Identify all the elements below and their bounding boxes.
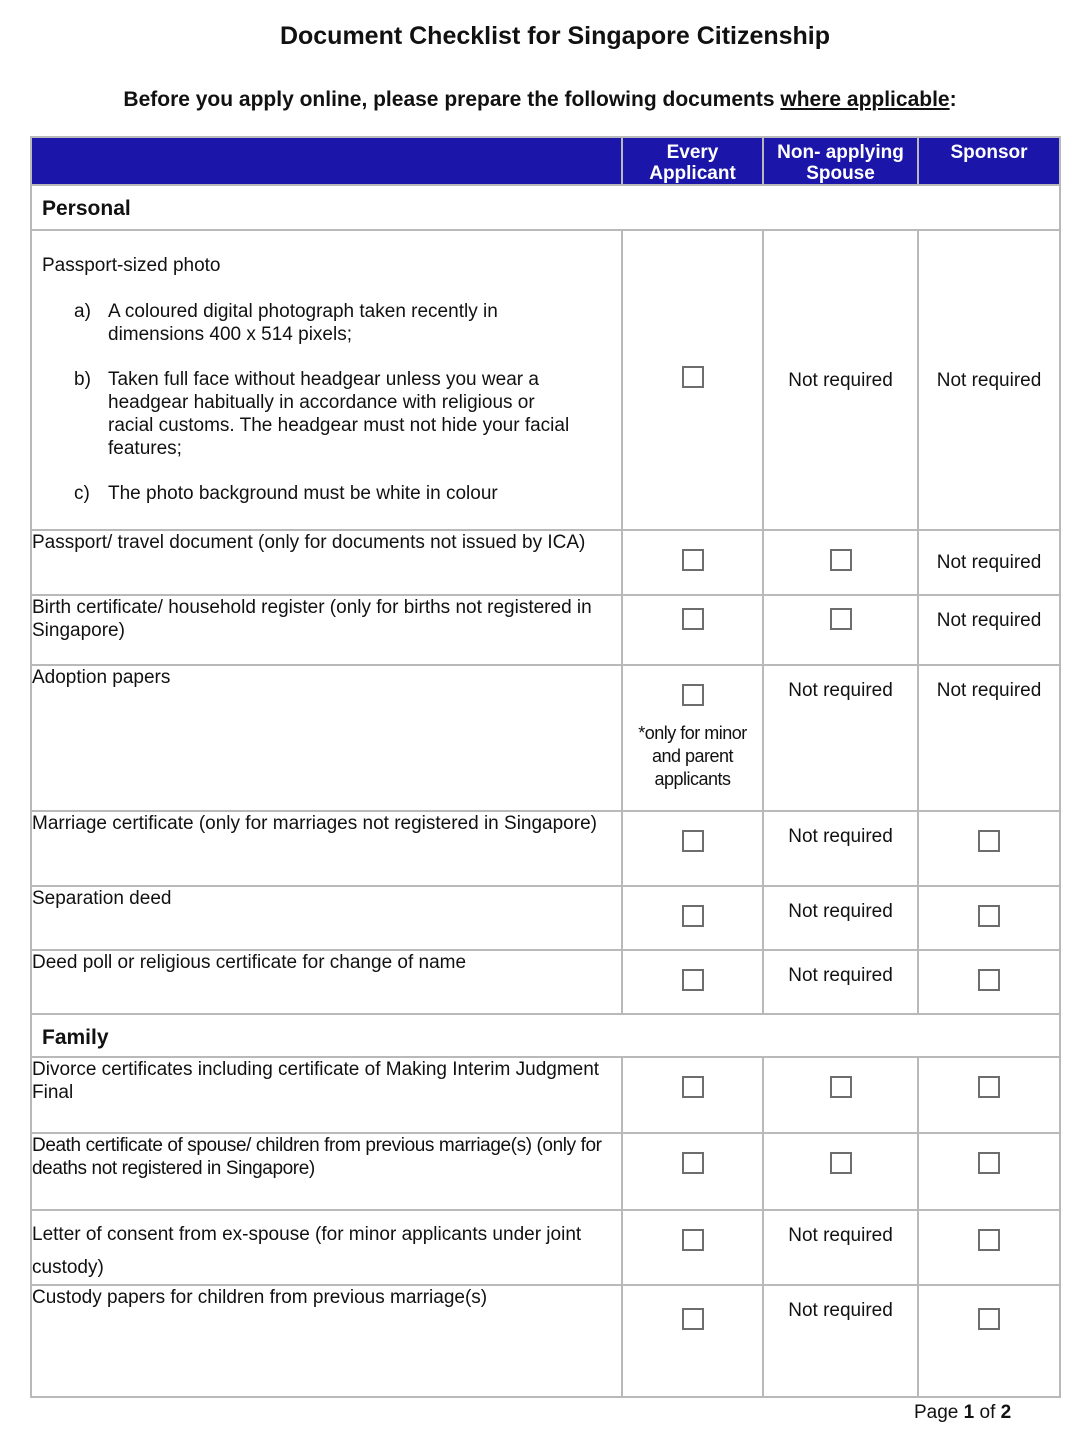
doc-deed-poll: Deed poll or religious certificate for change of name	[31, 950, 622, 1014]
checkbox[interactable]	[682, 1308, 704, 1330]
checkbox[interactable]	[978, 1076, 1000, 1098]
doc-adoption-papers: Adoption papers	[31, 665, 622, 811]
header-document	[31, 137, 622, 185]
cell-every-applicant	[622, 1057, 763, 1133]
doc-separation-deed: Separation deed	[31, 886, 622, 950]
not-required-text: Not required	[788, 901, 893, 922]
total-pages: 2	[1000, 1402, 1012, 1423]
cell-spouse	[763, 665, 918, 811]
instructions-colon: :	[949, 88, 957, 111]
list-letter: b)	[74, 369, 91, 390]
cell-sponsor	[918, 1133, 1060, 1210]
not-required-text: Not required	[788, 369, 893, 391]
not-required-text: Not required	[788, 680, 893, 701]
section-row	[31, 185, 1060, 230]
cell-spouse	[763, 950, 918, 1014]
cell-every-applicant	[622, 1285, 763, 1397]
table-row	[31, 1285, 1060, 1397]
page-title: Document Checklist for Singapore Citizenship	[279, 22, 831, 50]
cell-sponsor	[918, 1057, 1060, 1133]
header-every-applicant: Every Applicant	[622, 137, 763, 185]
not-required-text: Not required	[936, 552, 1042, 573]
header-sponsor: Sponsor	[918, 137, 1060, 185]
cell-sponsor	[918, 665, 1060, 811]
checkbox[interactable]	[682, 549, 704, 571]
doc-death-certificate	[31, 1133, 622, 1210]
cell-sponsor	[918, 1210, 1060, 1285]
checkbox[interactable]	[682, 969, 704, 991]
checkbox[interactable]	[682, 1152, 704, 1174]
doc-birth-certificate: Birth certificate/ household register (only for births not registered in Singapore)	[31, 595, 622, 665]
not-required-text: Not required	[936, 610, 1042, 631]
instructions-text: Before you apply online, please prepare the following documents	[123, 88, 781, 111]
list-text: Taken full face without headgear unless you wear a headgear habitually in accordance with religious or racial customs. The headgear must not hide your facial features;	[108, 369, 570, 459]
cell-sponsor	[918, 1285, 1060, 1397]
cell-spouse	[763, 811, 918, 886]
photo-requirement-c	[74, 482, 609, 505]
cell-spouse	[763, 530, 918, 595]
page-word: Page	[914, 1402, 959, 1423]
table-row	[31, 886, 1060, 950]
instructions-emphasis: where applicable	[780, 88, 950, 111]
cell-sponsor	[918, 530, 1060, 595]
photo-requirement-b	[74, 368, 609, 460]
doc-letter-of-consent: Letter of consent from ex-spouse (for minor applicants under joint custody)	[31, 1210, 622, 1285]
doc-label: Passport-sized photo	[42, 255, 221, 276]
section-family: Family	[31, 1014, 1060, 1057]
table-row	[31, 1210, 1060, 1285]
instructions	[0, 88, 1080, 112]
cell-sponsor	[918, 886, 1060, 950]
cell-every-applicant	[622, 950, 763, 1014]
cell-every-applicant	[622, 886, 763, 950]
list-text: A coloured digital photograph taken recently in dimensions 400 x 514 pixels;	[108, 301, 498, 345]
doc-passport: Passport/ travel document (only for documents not issued by ICA)	[31, 530, 622, 595]
checkbox[interactable]	[682, 905, 704, 927]
cell-every-applicant	[622, 1133, 763, 1210]
list-text: The photo background must be white in colour	[108, 483, 498, 504]
not-required-text: Not required	[788, 1225, 893, 1246]
checkbox[interactable]	[682, 1076, 704, 1098]
not-required-text: Not required	[788, 1300, 893, 1321]
cell-spouse	[763, 1057, 918, 1133]
table-header-row	[31, 137, 1060, 185]
checkbox[interactable]	[830, 549, 852, 571]
cell-spouse	[763, 1210, 918, 1285]
checkbox[interactable]	[978, 969, 1000, 991]
current-page: 1	[963, 1402, 975, 1423]
cell-every-applicant	[622, 1210, 763, 1285]
checkbox[interactable]	[830, 1152, 852, 1174]
cell-sponsor	[918, 950, 1060, 1014]
checkbox[interactable]	[682, 366, 704, 388]
list-letter: a)	[74, 301, 91, 322]
checkbox[interactable]	[978, 830, 1000, 852]
cell-spouse	[763, 595, 918, 665]
checkbox[interactable]	[978, 1229, 1000, 1251]
cell-every-applicant	[622, 530, 763, 595]
doc-custody-papers: Custody papers for children from previous marriage(s)	[31, 1285, 622, 1397]
checkbox[interactable]	[830, 608, 852, 630]
checkbox[interactable]	[682, 1229, 704, 1251]
checkbox[interactable]	[830, 1076, 852, 1098]
photo-requirement-a	[74, 300, 609, 346]
table-row	[31, 1133, 1060, 1210]
table-row	[31, 811, 1060, 886]
table-row	[31, 595, 1060, 665]
doc-divorce-certificates: Divorce certificates including certificate of Making Interim Judgment Final	[31, 1057, 622, 1133]
cell-spouse	[763, 230, 918, 530]
cell-sponsor	[918, 230, 1060, 530]
checkbox[interactable]	[978, 1152, 1000, 1174]
cell-every-applicant	[622, 811, 763, 886]
table-row	[31, 1057, 1060, 1133]
checklist-table	[30, 136, 1061, 1398]
section-personal: Personal	[31, 185, 1060, 230]
checkbox[interactable]	[682, 684, 704, 706]
doc-text: Death certificate of spouse/ children from previous marriage(s) (only for deaths not registered in Singapore)	[32, 1135, 602, 1179]
of-word: of	[979, 1402, 996, 1423]
cell-every-applicant	[622, 230, 763, 530]
not-required-text: Not required	[936, 680, 1042, 701]
cell-spouse	[763, 1133, 918, 1210]
cell-spouse	[763, 1285, 918, 1397]
adoption-note: *only for minor and parent applicants	[638, 723, 747, 789]
not-required-text: Not required	[788, 965, 893, 986]
table-row	[31, 950, 1060, 1014]
cell-every-applicant	[622, 595, 763, 665]
cell-every-applicant	[622, 665, 763, 811]
not-required-text: Not required	[936, 369, 1042, 391]
checkbox[interactable]	[682, 608, 704, 630]
section-row	[31, 1014, 1060, 1057]
checkbox[interactable]	[978, 905, 1000, 927]
cell-sponsor	[918, 811, 1060, 886]
not-required-text: Not required	[788, 826, 893, 847]
cell-spouse	[763, 886, 918, 950]
table-row	[31, 665, 1060, 811]
table-row	[31, 230, 1060, 530]
checkbox[interactable]	[978, 1308, 1000, 1330]
table-row	[31, 530, 1060, 595]
page-number	[914, 1402, 1011, 1424]
doc-marriage-certificate: Marriage certificate (only for marriages not registered in Singapore)	[31, 811, 622, 886]
cell-sponsor	[918, 595, 1060, 665]
header-non-applying-spouse: Non- applying Spouse	[763, 137, 918, 185]
checkbox[interactable]	[682, 830, 704, 852]
list-letter: c)	[74, 483, 90, 504]
doc-passport-photo	[31, 230, 622, 530]
